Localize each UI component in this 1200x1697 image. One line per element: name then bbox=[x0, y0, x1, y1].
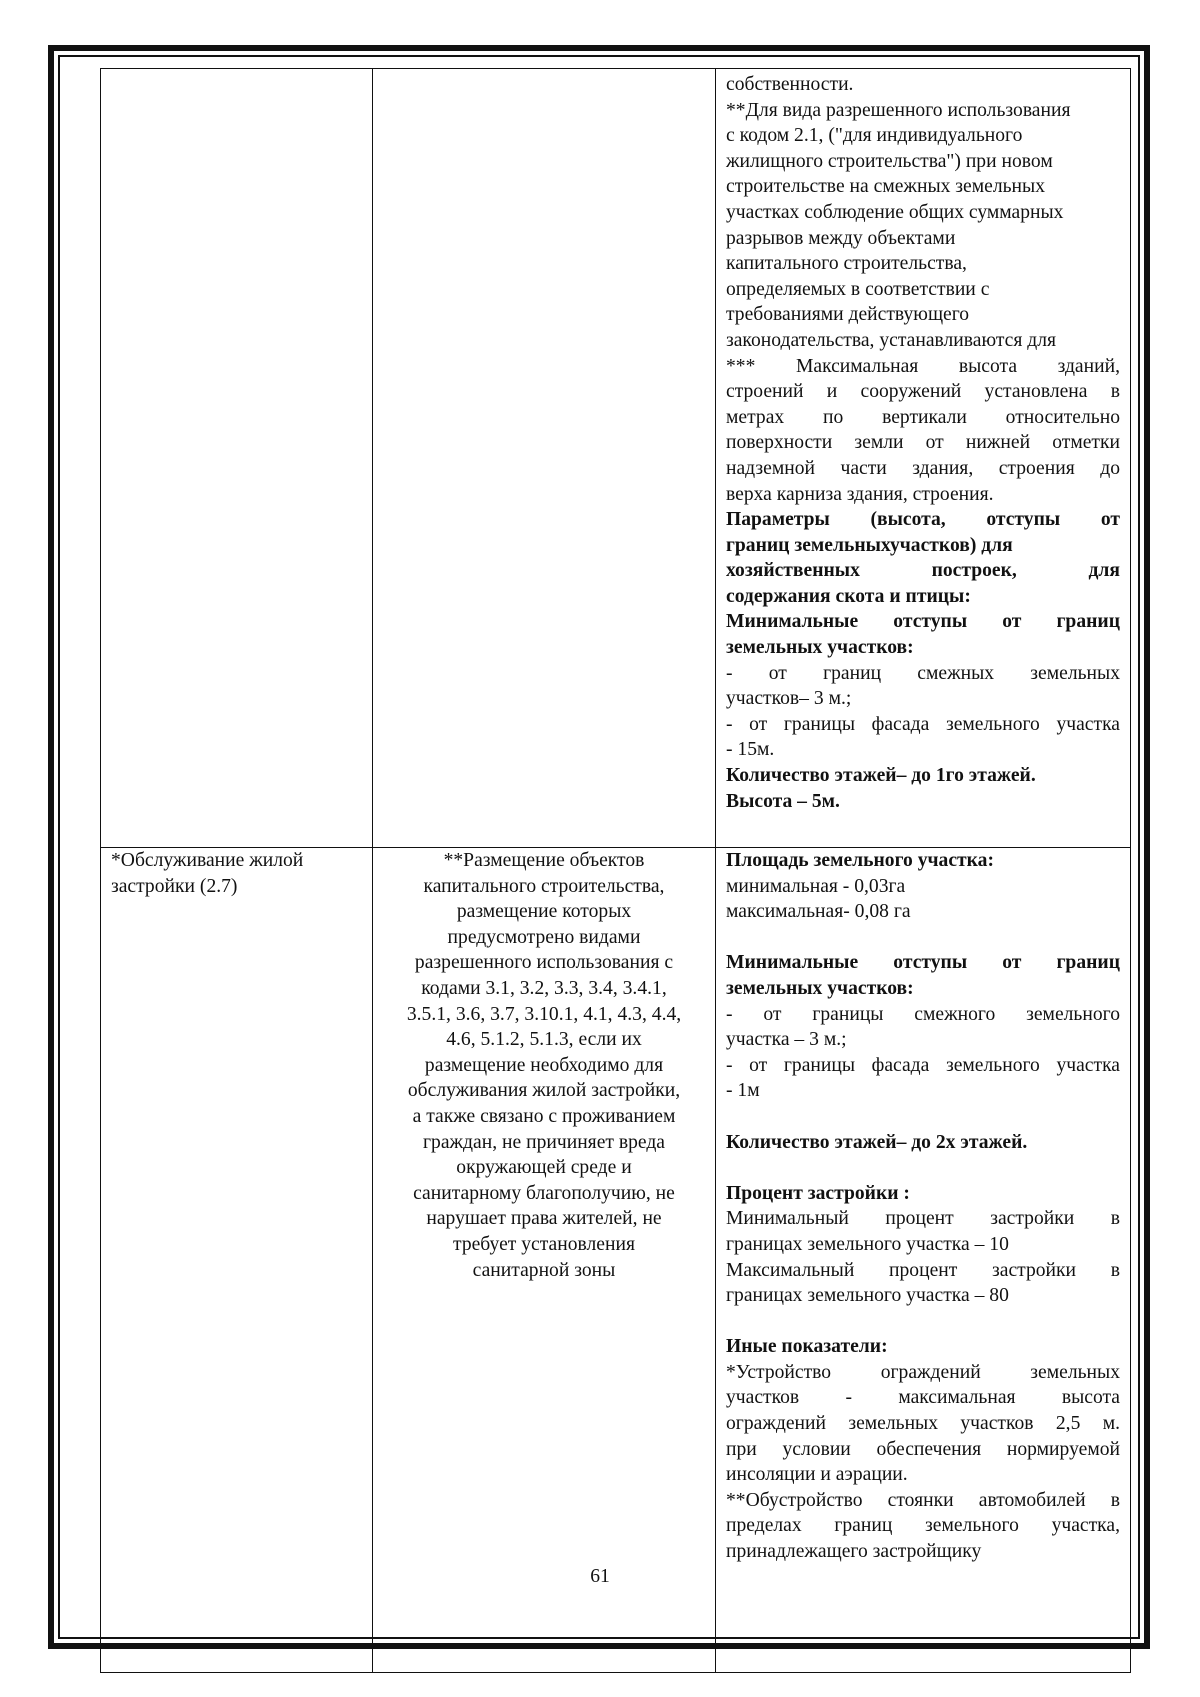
text-line: определяемых в соответствии с bbox=[726, 278, 990, 300]
blank-line bbox=[726, 1155, 1120, 1181]
text-line: а также связано с проживанием bbox=[412, 1105, 676, 1127]
text-line: *Устройство ограждений земельных bbox=[726, 1361, 1120, 1383]
text-line: верха карниза здания, строения. bbox=[726, 483, 994, 505]
text-line: санитарному благополучию, не bbox=[413, 1182, 675, 1204]
text-line: **Размещение объектов bbox=[443, 850, 645, 871]
text-line: метрах по вертикали относительно bbox=[726, 406, 1120, 428]
text-line: - от границы фасада земельного участка bbox=[726, 1054, 1120, 1076]
text-line: законодательства, устанавливаются для bbox=[726, 329, 1057, 351]
text-line: участках соблюдение общих суммарных bbox=[726, 201, 1064, 223]
text-line: **Обустройство стоянки автомобилей в bbox=[726, 1489, 1120, 1511]
text-line: Количество этажей– до 2х этажей. bbox=[726, 1131, 1028, 1153]
page-number: 61 bbox=[590, 1566, 610, 1587]
text-line: Минимальные отступы от границ bbox=[726, 611, 1120, 633]
text-line: требованиями действующего bbox=[726, 304, 970, 326]
text-line: жилищного строительства") при новом bbox=[726, 150, 1053, 172]
zoning-parameters-table bbox=[100, 68, 1131, 1673]
text-line: с кодом 2.1, ("для индивидуального bbox=[726, 125, 1023, 147]
text-line: Процент застройки : bbox=[726, 1182, 910, 1204]
text-line: земельных участков: bbox=[726, 637, 914, 659]
blank-line bbox=[726, 1309, 1120, 1335]
text-line: инсоляции и аэрации. bbox=[726, 1464, 908, 1486]
text-line: поверхности земли от нижней отметки bbox=[726, 432, 1120, 454]
parameters-text bbox=[726, 72, 1120, 814]
use-description-cell bbox=[373, 69, 716, 848]
text-line: участка – 3 м.; bbox=[726, 1029, 847, 1051]
blank-line bbox=[726, 1104, 1120, 1130]
text-line: разрешенного использования с bbox=[414, 952, 674, 974]
text-line: Иные показатели: bbox=[726, 1336, 888, 1358]
text-line: санитарной зоны bbox=[472, 1259, 616, 1281]
text-line: границах земельного участка – 80 bbox=[726, 1285, 1009, 1307]
text-line: Параметры (высота, отступы от bbox=[726, 509, 1120, 531]
text-line: принадлежащего застройщику bbox=[726, 1541, 982, 1563]
text-line: капитального строительства, bbox=[726, 253, 967, 275]
text-line: собственности. bbox=[726, 74, 854, 95]
text-line: ограждений земельных участков 2,5 м. bbox=[726, 1413, 1120, 1435]
text-line: Высота – 5м. bbox=[726, 790, 840, 812]
text-line: граждан, не причиняет вреда bbox=[422, 1131, 665, 1153]
table-row bbox=[101, 848, 1131, 1673]
text-line: надземной части здания, строения до bbox=[726, 457, 1120, 479]
text-line: при условии обеспечения нормируемой bbox=[726, 1438, 1120, 1460]
text-line: земельных участков: bbox=[726, 977, 914, 999]
text-line: окружающей среде и bbox=[456, 1157, 632, 1179]
use-type-cell bbox=[101, 848, 373, 1673]
use-type-text bbox=[111, 848, 362, 899]
text-line: минимальная - 0,03га bbox=[726, 875, 906, 897]
text-line: требует установления bbox=[453, 1233, 635, 1255]
text-line: пределах границ земельного участка, bbox=[726, 1515, 1120, 1537]
text-line: - от границы смежного земельного bbox=[726, 1003, 1120, 1025]
text-line: участков - максимальная высота bbox=[726, 1387, 1120, 1409]
text-line: предусмотрено видами bbox=[447, 926, 641, 948]
text-line: максимальная- 0,08 га bbox=[726, 901, 911, 923]
text-line: хозяйственных построек, для bbox=[726, 560, 1120, 582]
text-line: **Для вида разрешенного использования bbox=[726, 99, 1071, 121]
use-description-text bbox=[383, 848, 705, 1283]
text-line: - от границы фасада земельного участка bbox=[726, 713, 1120, 735]
text-line: кодами 3.1, 3.2, 3.3, 3.4, 3.4.1, bbox=[421, 977, 667, 999]
text-line: строений и сооружений установлена в bbox=[726, 381, 1120, 403]
text-line: участков– 3 м.; bbox=[726, 688, 852, 710]
text-line: Количество этажей– до 1го этажей. bbox=[726, 765, 1036, 787]
text-line: размещение необходимо для bbox=[424, 1054, 664, 1076]
text-line: Минимальные отступы от границ bbox=[726, 952, 1120, 974]
text-line: границ земельныхучастков) для bbox=[726, 534, 1013, 556]
text-line: содержания скота и птицы: bbox=[726, 585, 971, 607]
text-line: строительстве на смежных земельных bbox=[726, 176, 1045, 198]
text-line: нарушает права жителей, не bbox=[426, 1208, 662, 1230]
parameters-text bbox=[726, 848, 1120, 1565]
text-line: - от границ смежных земельных bbox=[726, 662, 1120, 684]
blank-line bbox=[726, 925, 1120, 951]
use-description-cell bbox=[373, 848, 716, 1673]
text-line: капитального строительства, bbox=[423, 875, 665, 897]
text-line: *** Максимальная высота зданий, bbox=[726, 355, 1120, 377]
text-line: 3.5.1, 3.6, 3.7, 3.10.1, 4.1, 4.3, 4.4, bbox=[406, 1003, 682, 1025]
text-line: обслуживания жилой застройки, bbox=[407, 1080, 681, 1102]
text-line: - 1м bbox=[726, 1080, 760, 1102]
text-line: *Обслуживание жилой bbox=[111, 850, 304, 871]
use-type-cell bbox=[101, 69, 373, 848]
text-line: 4.6, 5.1.2, 5.1.3, если их bbox=[446, 1029, 642, 1051]
parameters-cell bbox=[716, 848, 1131, 1673]
text-line: Максимальный процент застройки в bbox=[726, 1259, 1120, 1281]
text-line: застройки (2.7) bbox=[111, 875, 238, 897]
table-row bbox=[101, 69, 1131, 848]
text-line: границах земельного участка – 10 bbox=[726, 1233, 1009, 1255]
text-line: разрывов между объектами bbox=[726, 227, 956, 249]
text-line: Площадь земельного участка: bbox=[726, 850, 994, 871]
parameters-cell bbox=[716, 69, 1131, 848]
text-line: - 15м. bbox=[726, 739, 775, 761]
text-line: размещение которых bbox=[456, 901, 632, 923]
text-line: Минимальный процент застройки в bbox=[726, 1208, 1120, 1230]
